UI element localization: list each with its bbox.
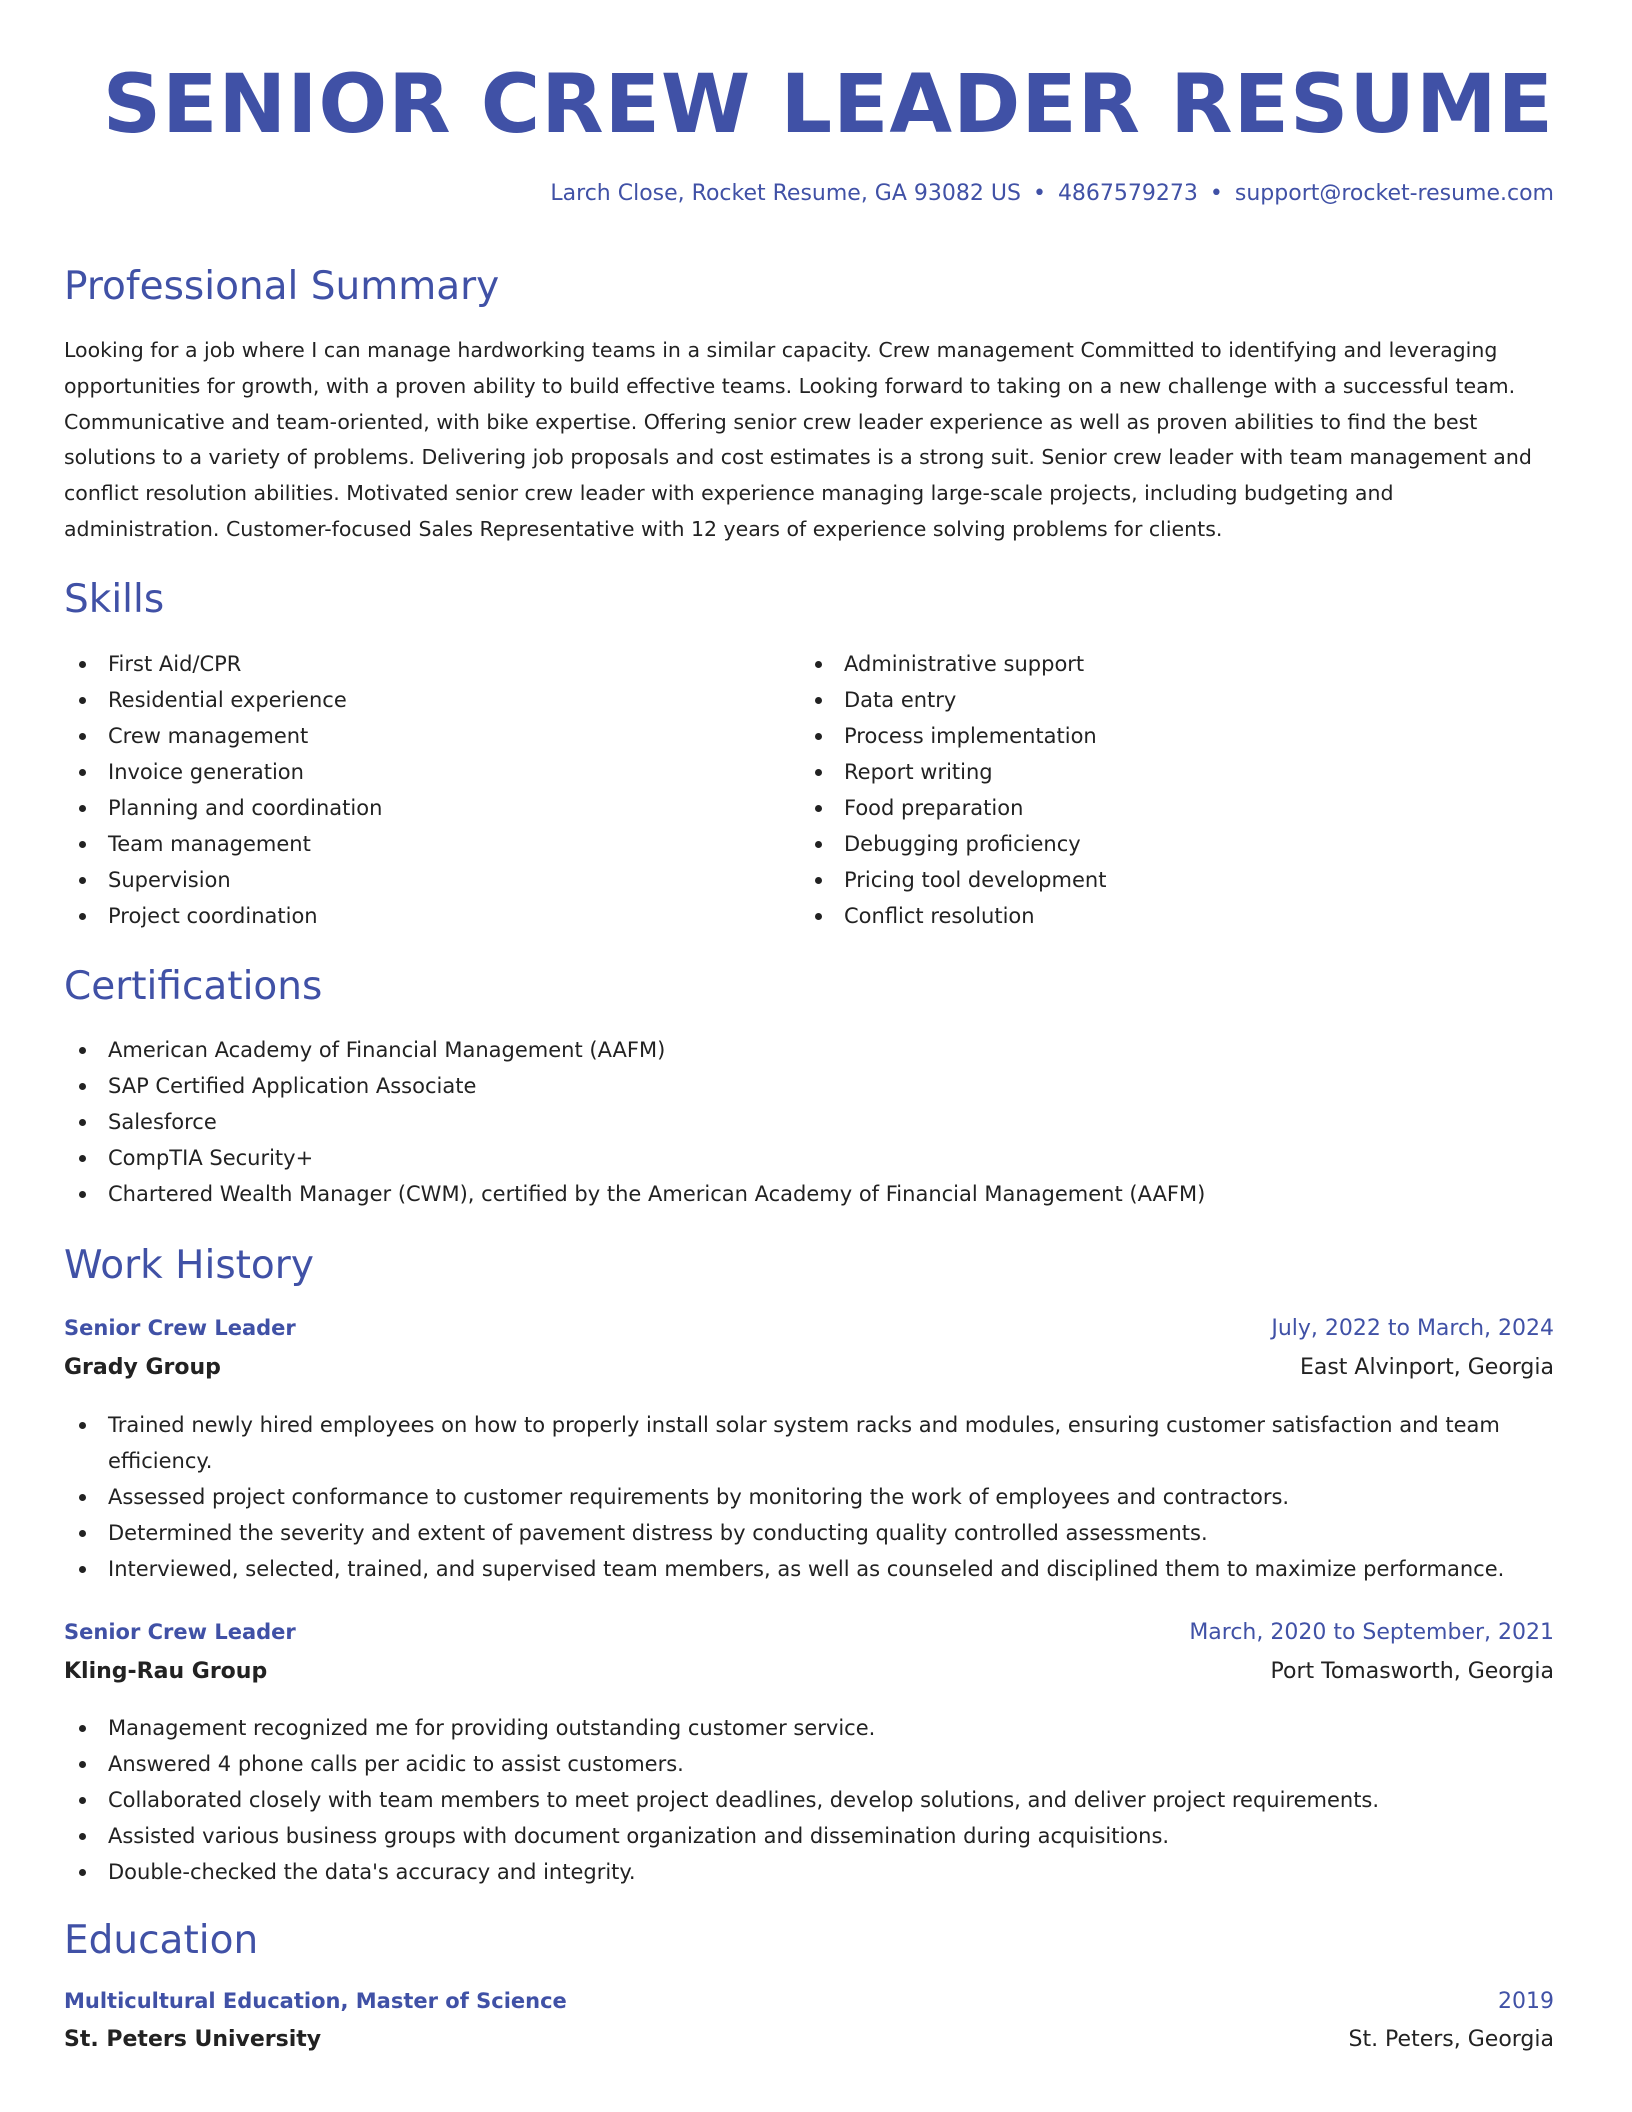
skill-item: Food preparation xyxy=(800,790,1500,826)
skill-item: Project coordination xyxy=(64,898,764,934)
education-location: St. Peters, Georgia xyxy=(1348,2027,1554,2052)
skill-item: Invoice generation xyxy=(64,754,764,790)
skill-item: Process implementation xyxy=(800,718,1500,754)
skill-item: Debugging proficiency xyxy=(800,826,1500,862)
job-bullet: Trained newly hired employees on how to properly install solar system racks and modules, ensuring customer satisfaction and team efficiency. xyxy=(64,1407,1554,1479)
job-bullet: Assisted various business groups with document organization and dissemination during acquisitions. xyxy=(64,1818,1554,1854)
skill-item: Team management xyxy=(64,826,764,862)
skill-item: Pricing tool development xyxy=(800,862,1500,898)
skill-item: Conflict resolution xyxy=(800,898,1500,934)
contact-separator: • xyxy=(1209,181,1223,206)
job-location: Port Tomasworth, Georgia xyxy=(1270,1659,1554,1684)
certifications-list xyxy=(64,1032,1554,1212)
skill-item: Crew management xyxy=(64,718,764,754)
contact-separator: • xyxy=(1032,181,1046,206)
work-heading: Work History xyxy=(64,1243,314,1288)
skills-heading: Skills xyxy=(64,577,165,622)
job-bullet: Management recognized me for providing outstanding customer service. xyxy=(64,1710,1554,1746)
certification-item: Salesforce xyxy=(64,1104,1554,1140)
contact-phone[interactable]: 4867579273 xyxy=(1057,181,1198,206)
skill-item: Administrative support xyxy=(800,646,1500,682)
skill-item: Planning and coordination xyxy=(64,790,764,826)
certification-item: American Academy of Financial Management (AAFM) xyxy=(64,1032,1554,1068)
skills-list-left xyxy=(64,646,764,934)
education-year: 2019 xyxy=(1498,1989,1554,2014)
job-bullet: Collaborated closely with team members to meet project deadlines, develop solutions, and deliver project requirements. xyxy=(64,1782,1554,1818)
resume-page xyxy=(64,0,1554,2052)
skill-item: Report writing xyxy=(800,754,1500,790)
job-dates: March, 2020 to September, 2021 xyxy=(1189,1620,1554,1645)
job-title: Senior Crew Leader xyxy=(64,1620,296,1644)
certification-item: CompTIA Security+ xyxy=(64,1140,1554,1176)
contact-address: Larch Close, Rocket Resume, GA 93082 US xyxy=(550,181,1021,206)
education-school: St. Peters University xyxy=(64,2027,322,2052)
summary-heading: Professional Summary xyxy=(64,264,500,309)
job-title: Senior Crew Leader xyxy=(64,1316,296,1340)
education-heading: Education xyxy=(64,1918,259,1963)
skills-list-right xyxy=(800,646,1500,934)
resume-title: SENIOR CREW LEADER RESUME xyxy=(102,58,1554,152)
education-degree: Multicultural Education, Master of Science xyxy=(64,1989,567,2013)
summary-text: Looking for a job where I can manage hardworking teams in a similar capacity. Crew management Committed to identifying and leveraging opportunities for growth, with a proven ability to build effective teams. Looking forward to taking on a new challenge with a successful team. Communicative and team-oriented, with bike expertise. Offering senior crew leader experience as well as proven abilities to find the best solutions to a variety of problems. Delivering job proposals and cost estimates is a strong suit. Senior crew leader with team management and conflict resolution abilities. Motivated senior crew leader with experience managing large-scale projects, including budgeting and administration. Customer-focused Sales Representative with 12 years of experience solving problems for clients. xyxy=(64,338,1532,541)
certifications-heading: Certifications xyxy=(64,964,323,1009)
job-company: Kling-Rau Group xyxy=(64,1659,268,1684)
job-location: East Alvinport, Georgia xyxy=(1299,1355,1554,1380)
certification-item: SAP Certified Application Associate xyxy=(64,1068,1554,1104)
certification-item: Chartered Wealth Manager (CWM), certified by the American Academy of Financial Management (AAFM) xyxy=(64,1176,1554,1212)
job-dates: July, 2022 to March, 2024 xyxy=(1271,1316,1554,1341)
skill-item: Supervision xyxy=(64,862,764,898)
job-company: Grady Group xyxy=(64,1355,221,1380)
skill-item: First Aid/CPR xyxy=(64,646,764,682)
job-bullet: Assessed project conformance to customer requirements by monitoring the work of employees and contractors. xyxy=(64,1479,1554,1515)
job-bullet: Double-checked the data's accuracy and integrity. xyxy=(64,1854,1554,1890)
job-bullets xyxy=(64,1710,1554,1890)
skill-item: Residential experience xyxy=(64,682,764,718)
job-bullet: Answered 4 phone calls per acidic to assist customers. xyxy=(64,1746,1554,1782)
job-bullets xyxy=(64,1407,1554,1587)
contact-email[interactable]: support@rocket-resume.com xyxy=(1234,181,1554,206)
skill-item: Data entry xyxy=(800,682,1500,718)
contact-line xyxy=(550,180,1554,208)
job-bullet: Interviewed, selected, trained, and supervised team members, as well as counseled and disciplined them to maximize performance. xyxy=(64,1551,1554,1587)
job-bullet: Determined the severity and extent of pavement distress by conducting quality controlled assessments. xyxy=(64,1515,1554,1551)
